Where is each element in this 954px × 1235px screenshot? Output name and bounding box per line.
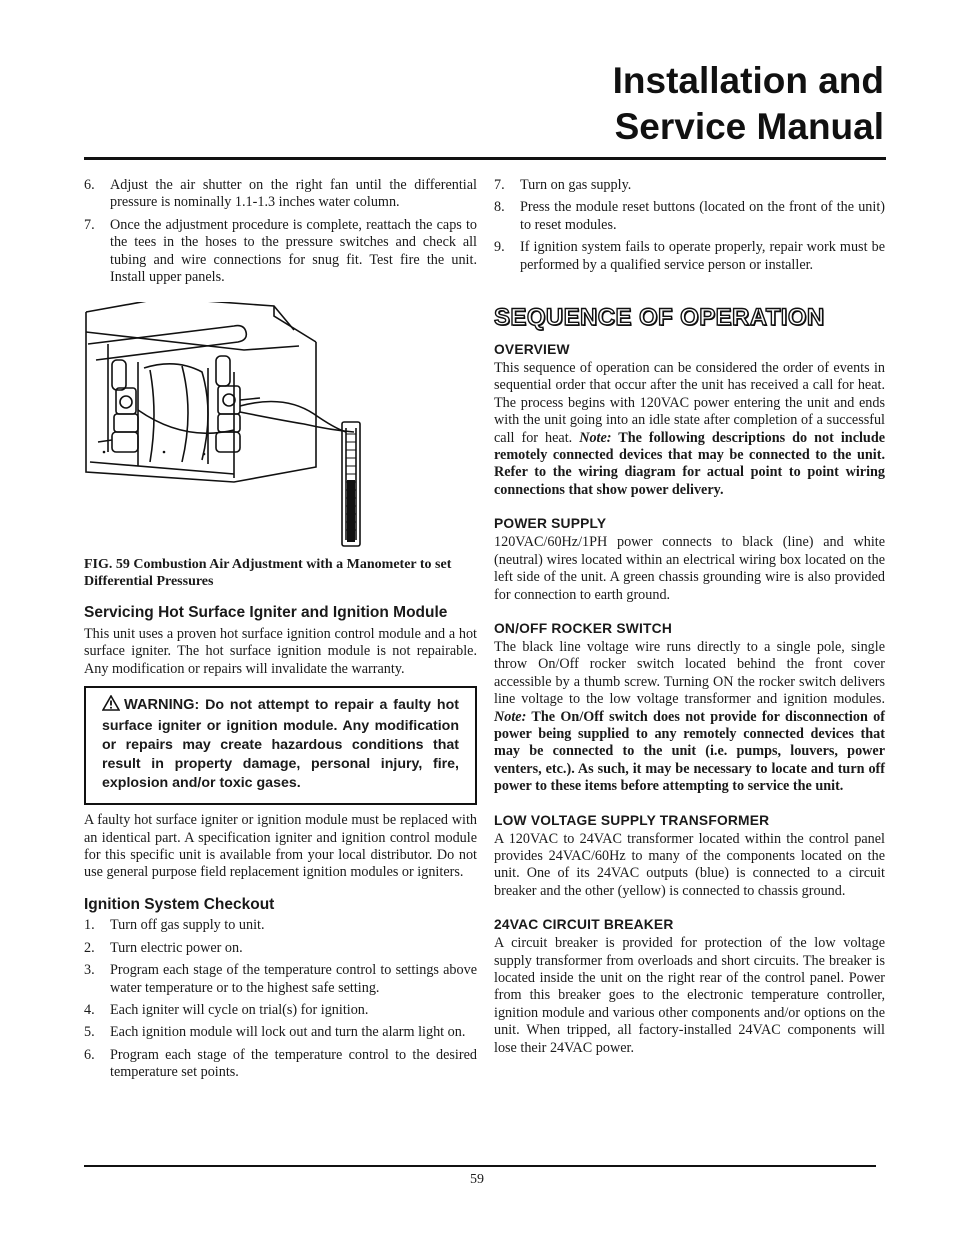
overview-note-text: The following descriptions do not include remotely connected devices that may be connected to the unit. Refer to the wiring diagram for actual point to point wiring connections that show power delivery.: [494, 429, 886, 498]
step-number: 3.: [84, 962, 95, 979]
page-number: 59: [470, 1172, 484, 1187]
step-text: Program each stage of the temperature control to the desired temperature set points.: [110, 1046, 477, 1081]
rocker-paragraph: [494, 639, 885, 796]
step-text: Turn off gas supply to unit.: [110, 917, 265, 934]
figure-caption: FIG. 59 Combustion Air Adjustment with a Manometer to set Differential Pressures: [84, 557, 452, 590]
page-title: [613, 58, 884, 150]
step-number: 6.: [84, 177, 95, 193]
list-item: [84, 1047, 477, 1082]
step-text: Program each stage of the temperature control to settings above water temperature or to the highest safe setting.: [110, 962, 477, 996]
step-text: Turn on gas supply.: [520, 177, 632, 193]
manometer-figure: [84, 302, 477, 550]
replace-paragraph: A faulty hot surface igniter or ignition module must be replaced with an identical part. A specification igniter and ignition control module for this specific unit is available from your local distributor. Do not use general purpose field replacement ignition modules or igniters.: [84, 812, 477, 881]
right-column: [494, 177, 885, 1057]
step-number: 8.: [494, 199, 505, 216]
step-text: Press the module reset buttons (located on the front of the unit) to reset modules.: [520, 199, 885, 233]
step-text: Turn electric power on.: [110, 939, 243, 956]
rocker-note-label: Note:: [494, 708, 527, 725]
list-item: [494, 239, 885, 274]
warning-icon: [102, 695, 120, 717]
step-number: 1.: [84, 917, 95, 934]
step-number: 9.: [494, 239, 505, 256]
checkout-heading: Ignition System Checkout: [84, 895, 275, 913]
footer-rule: [84, 1165, 876, 1167]
step-text: If ignition system fails to operate properly, repair work must be performed by a qualified service person or installer.: [520, 239, 885, 273]
adjustment-steps: [84, 177, 477, 286]
list-item: [84, 1002, 477, 1019]
overview-paragraph: [494, 360, 885, 499]
transformer-heading: LOW VOLTAGE SUPPLY TRANSFORMER: [494, 812, 770, 828]
step-number: 4.: [84, 1001, 95, 1018]
power-paragraph: 120VAC/60Hz/1PH power connects to black (line) and white (neutral) wires located within an electrical wiring box located on the left side of the unit. A green chassis grounding wire is also provided for connection to earth ground.: [494, 534, 885, 603]
header-rule: [84, 157, 886, 160]
step-number: 7.: [494, 177, 505, 193]
step-text: Each ignition module will lock out and turn the alarm light on.: [110, 1024, 466, 1041]
step-number: 6.: [84, 1046, 95, 1063]
list-item: [494, 199, 885, 234]
breaker-heading: 24VAC CIRCUIT BREAKER: [494, 917, 674, 933]
title-line-1: Installation and: [612, 60, 884, 101]
warning-box: [84, 686, 477, 805]
list-item: [84, 217, 477, 287]
manometer-illustration: [84, 302, 477, 550]
rocker-note-text: The On/Off switch does not provide for disconnection of power being supplied to any remotely connected devices that may be connected to the unit (i.e. pumps, louvers, power venters, etc.). As such, it may be necessary to locate and turn off power to these items before attempting to service the unit.: [494, 708, 885, 795]
step-number: 7.: [84, 216, 95, 233]
breaker-paragraph: A circuit breaker is provided for protection of the low voltage supply transformer from overloads and short circuits. The breaker is located inside the unit on the right rear of the control panel. Power from this breaker goes to the electronic temperature controller, ignition module and various other components and/or options on the unit. When tripped, all factory-installed 24VAC components will lose their 24VAC power.: [494, 935, 885, 1056]
list-item: [84, 1024, 477, 1041]
checkout-steps: [84, 917, 477, 1081]
igniter-paragraph: This unit uses a proven hot surface ignition control module and a hot surface igniter. The hot surface ignition module is not repairable. Any modification or repairs will invalidate the warranty.: [84, 625, 477, 677]
warning-text: : Do not attempt to repair a faulty hot surface igniter or ignition module. Any modification or repairs may create hazardous conditions that result in property damage, personal injury, fire, explosion and/or toxic gases.: [102, 697, 459, 792]
list-item: [84, 962, 477, 997]
overview-note-label: Note:: [579, 429, 612, 446]
igniter-heading: Servicing Hot Surface Igniter and Ignition Module: [84, 604, 448, 622]
list-item: [84, 917, 477, 934]
list-item: [84, 940, 477, 957]
list-item: [494, 177, 885, 194]
overview-text: This sequence of operation can be considered the order of events in sequential order that occur after the unit has received a call for heat. The process begins with 120VAC power entering the unit and ends with the unit going into an idle state after completion of a successful call for heat.: [494, 360, 885, 446]
sequence-heading: SEQUENCE OF OPERATION: [494, 304, 825, 332]
power-heading: POWER SUPPLY: [494, 516, 607, 532]
step-number: 2.: [84, 939, 95, 956]
transformer-paragraph: A 120VAC to 24VAC transformer located within the control panel provides 24VAC/60Hz to many of the components located on the unit. One of its 24VAC outputs (blue) is connected to a circuit breaker and the other (yellow) is connected to chassis ground.: [494, 830, 885, 899]
step-text: Each igniter will cycle on trial(s) for ignition.: [110, 1001, 369, 1018]
warning-label: WARNING: [124, 697, 195, 714]
step-text: Once the adjustment procedure is complete, reattach the caps to the tees in the hoses to the pressure switches and check all tubing and wire connections for snug fit. Test fire the unit. Install upper panels.: [110, 216, 477, 286]
rocker-text: The black line voltage wire runs directly to a single pole, single throw On/Off rocker switch located behind the front cover accessible by a thumb screw. Turning ON the rocker switch delivers line voltage to the low voltage transformer and ignition modules.: [494, 638, 885, 708]
step-text: Adjust the air shutter on the right fan until the differential pressure is nominally 1.1-1.3 inches water column.: [110, 177, 477, 211]
left-column: [84, 177, 477, 1087]
list-item: [84, 177, 477, 212]
step-number: 5.: [84, 1024, 95, 1041]
checkout-steps-continued: [494, 177, 885, 274]
overview-heading: OVERVIEW: [494, 342, 570, 358]
rocker-heading: ON/OFF ROCKER SWITCH: [494, 620, 672, 636]
title-line-2: Service Manual: [614, 106, 884, 147]
